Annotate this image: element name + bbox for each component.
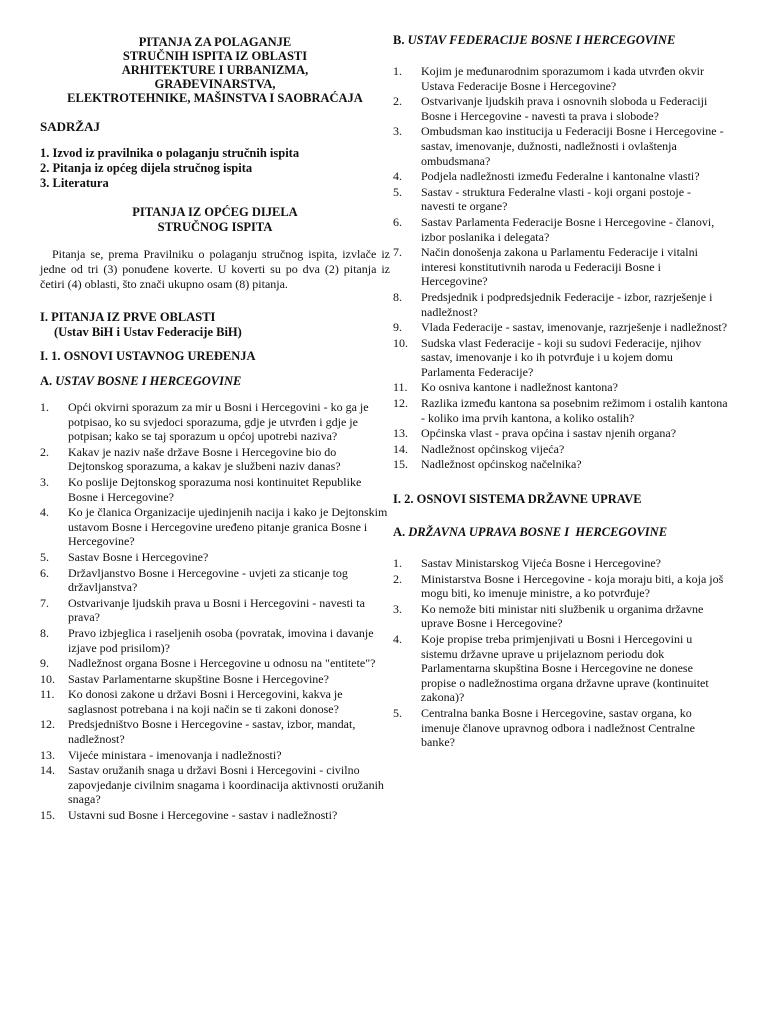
question-text: Sastav Ministarskog Vijeća Bosne i Hercegovine? (421, 556, 661, 571)
list-item (40, 475, 390, 504)
sadrzaj-heading: SADRŽAJ (40, 119, 100, 134)
question-number: 14. (40, 763, 55, 778)
title-line: STRUČNIH ISPITA IZ OBLASTI (122, 49, 308, 63)
title-line: PITANJA ZA POLAGANJE (138, 35, 292, 49)
question-text: Vijeće ministara - imenovanja i nadležnosti? (68, 747, 282, 762)
list-item (393, 290, 728, 319)
list-item (40, 748, 390, 763)
document-title (40, 30, 390, 105)
question-text: Nadležnost organa Bosne i Hercegovine u odnosu na "entitete"? (68, 656, 376, 671)
subsection-a2-title (393, 525, 728, 540)
list-item (393, 556, 728, 571)
list-item (40, 505, 390, 549)
question-number: 14. (393, 441, 408, 456)
subsection-b-label: USTAV FEDERACIJE BOSNE I HERCEGOVINE (407, 33, 676, 47)
list-item (40, 596, 390, 625)
subtitle-line: PITANJA IZ OPĆEG DIJELA (132, 205, 298, 219)
question-text: Kojim je međunarodnim sporazumom i kada utvrđen okvir Ustava Federacije Bosne i Hercegovine? (421, 64, 704, 93)
question-text: Ko osniva kantone i nadležnost kantona? (421, 380, 618, 395)
list-item (393, 426, 728, 441)
question-number: 10. (393, 335, 408, 350)
list-item (393, 457, 728, 472)
question-number: 15. (40, 808, 55, 823)
list-item (393, 169, 728, 184)
list-item (393, 185, 728, 214)
subsection-a-prefix: A. (40, 374, 53, 388)
question-number: 2. (393, 94, 402, 109)
subsection-b-title (393, 33, 728, 48)
question-text: Nadležnost općinskog načelnika? (421, 457, 582, 472)
question-text: Sudska vlast Federacije - koji su sudovi Federacije, njihov sastav, imenovanje i ko ih potvrđuje i u kojem domu Parlamenta Federacije? (421, 335, 702, 379)
list-item (40, 687, 390, 716)
question-number: 2. (40, 444, 49, 459)
question-number: 9. (393, 320, 402, 335)
list-item (40, 566, 390, 595)
list-item (393, 632, 728, 705)
question-text: Sastav Bosne i Hercegovine? (68, 549, 209, 564)
question-text: Podjela nadležnosti između Federalne i kantonalne vlasti? (421, 169, 700, 184)
question-number: 9. (40, 656, 49, 671)
list-item (393, 320, 728, 335)
list-item (393, 706, 728, 750)
right-column (393, 30, 728, 751)
list-item (393, 572, 728, 601)
list-item (40, 550, 390, 565)
question-text: Ko poslije Dejtonskog sporazuma nosi kontinuitet Republike Bosne i Hercegovine? (68, 474, 362, 504)
question-number: 1. (393, 556, 402, 571)
section-1-title (40, 310, 390, 340)
question-number: 1. (40, 400, 49, 414)
subsection-a-title (40, 374, 390, 389)
list-item (393, 442, 728, 457)
question-text: Sastav - struktura Federalne vlasti - koji organi postoje - navesti te organe? (421, 184, 692, 214)
question-text: Centralna banka Bosne i Hercegovine, sastav organa, ko imenuje članove upravnog odbora i nadležnost Centralne banke? (421, 705, 695, 750)
question-text: Predsjednik i podpredsjednik Federacije - izbor, razrješenje i nadležnost? (421, 289, 713, 319)
list-item (40, 808, 390, 823)
section-1-line: I. PITANJA IZ PRVE OBLASTI (40, 310, 216, 324)
question-text: Način donošenja zakona u Parlamentu Federacije i vitalni interesi konstitutivnih naroda u Federaciji Bosne i Hercegovine? (421, 245, 698, 289)
list-item (40, 763, 390, 807)
list-item (393, 245, 728, 289)
question-number: 4. (40, 505, 49, 520)
list-item (393, 124, 728, 168)
list-item (40, 626, 390, 655)
question-number: 2. (393, 571, 402, 586)
question-text: Ko je članica Organizacije ujedinjenih nacija i kako je Dejtonskim ustavom Bosne i Hercegovine uređeno pitanje granica Bosne i Hercegovine? (68, 505, 388, 549)
question-text: Općinska vlast - prava općina i sastav njenih organa? (421, 426, 677, 441)
question-number: 11. (40, 687, 55, 702)
subtitle-line: STRUČNOG ISPITA (157, 220, 273, 234)
question-number: 3. (40, 474, 49, 489)
question-number: 12. (393, 396, 408, 411)
question-number: 12. (40, 717, 55, 732)
table-of-contents (40, 146, 390, 191)
toc-item: 2. Pitanja iz općeg dijela stručnog ispita (40, 161, 253, 175)
section-1-1-title: I. 1. OSNOVI USTAVNOG UREĐENJA (40, 349, 256, 363)
list-item (393, 396, 728, 425)
question-number: 15. (393, 457, 408, 472)
question-number: 3. (393, 124, 402, 139)
question-text: Ustavni sud Bosne i Hercegovine - sastav i nadležnosti? (68, 808, 338, 823)
list-item (393, 64, 728, 93)
question-number: 5. (393, 705, 402, 720)
question-number: 5. (393, 184, 402, 199)
title-line: ARHITEKTURE I URBANIZMA, (121, 63, 309, 77)
question-text: Sastav Parlamenta Federacije Bosne i Hercegovine - članovi, izbor poslanika i delegata? (421, 214, 715, 244)
list-item (40, 717, 390, 746)
questions-list-a (40, 400, 390, 823)
section-1-line: (Ustav BiH i Ustav Federacije BiH) (54, 325, 242, 339)
question-text: Sastav oružanih snaga u državi Bosni i Hercegovini - civilno zapovjedanje civilnim snagama i koordinacija aktivnosti oružanih snaga? (68, 763, 384, 807)
question-number: 6. (40, 565, 49, 580)
question-number: 6. (393, 214, 402, 229)
subsection-a2-prefix: A. (393, 525, 406, 540)
question-text: Državljanstvo Bosne i Hercegovine - uvjeti za sticanje tog državljanstva? (68, 565, 348, 595)
list-item (393, 94, 728, 123)
question-number: 4. (393, 169, 402, 184)
question-text: Ostvarivanje ljudskih prava i osnovnih sloboda u Federaciji Bosne i Hercegovine - navesti ta prava i slobode? (421, 94, 708, 123)
title-line: GRAĐEVINARSTVA, (154, 77, 276, 91)
question-text: Razlika između kantona sa posebnim režimom i ostalih kantona - koliko ima prvih kantona, a koliko ostalih? (421, 396, 728, 425)
question-number: 4. (393, 632, 402, 646)
list-item (393, 602, 728, 631)
list-item (393, 215, 728, 244)
title-line: ELEKTROTEHNIKE, MAŠINSTVA I SAOBRAĆAJA (67, 91, 363, 105)
list-item (393, 336, 728, 380)
question-text: Ombudsman kao institucija u Federaciji Bosne i Hercegovine - sastav, imenovanje, dužnosti, nadležnosti i ovlaštenja ombudsmana? (421, 124, 724, 168)
list-item (40, 656, 390, 671)
question-text: Ostvarivanje ljudskih prava u Bosni i Hercegovini - navesti ta prava? (68, 595, 365, 625)
questions-list-b (393, 64, 728, 472)
question-number: 8. (393, 289, 402, 304)
question-number: 3. (393, 601, 402, 616)
question-number: 10. (40, 671, 55, 686)
question-text: Kakav je naziv naše države Bosne i Hercegovine bio do Dejtonskog sporazuma, a kakav je službeni naziv danas? (68, 444, 341, 474)
question-number: 1. (393, 64, 402, 78)
question-text: Opći okvirni sporazum za mir u Bosni i Hercegovini - ko ga je potpisao, ko su svjedoci sporazuma, gdje je utvrđen i gdje je potpisan; kako se taj sporazum u općoj upotrebi naziva? (68, 400, 369, 444)
list-item (393, 380, 728, 395)
intro-paragraph: Pitanja se, prema Pravilniku o polaganju stručnog ispita, izvlače iz jedne od tri (3) ponuđene koverte. U koverti su po dva (2) pitanja iz četiri (4) oblasti, što znači ukupno osam (8) pitanja. (40, 247, 390, 291)
question-text: Vlada Federacije - sastav, imenovanje, razrješenje i nadležnost? (421, 320, 728, 335)
question-text: Nadležnost općinskog vijeća? (421, 441, 565, 456)
question-text: Pravo izbjeglica i raseljenih osoba (povratak, imovina i davanje izjave pod prisilom)? (68, 625, 374, 655)
question-number: 13. (40, 747, 55, 762)
question-text: Sastav Parlamentarne skupštine Bosne i Hercegovine? (68, 671, 329, 686)
toc-item: 3. Literatura (40, 176, 109, 190)
list-item (40, 400, 390, 444)
question-number: 7. (40, 595, 49, 610)
question-text: Ministarstva Bosne i Hercegovine - koja moraju biti, a koja još mogu biti, ko imenuje ministre, a ko potvrđuje? (421, 571, 724, 601)
list-item (40, 445, 390, 474)
subsection-a2-label: DRŽAVNA UPRAVA BOSNE I HERCEGOVINE (408, 525, 668, 540)
general-part-title (40, 205, 390, 235)
section-1-2-title: I. 2. OSNOVI SISTEMA DRŽAVNE UPRAVE (393, 492, 642, 507)
question-text: Koje propise treba primjenjivati u Bosni i Hercegovini u sistemu državne uprave u prijelaznom periodu dok Parlamentarna skupština Bosne i Hercegovine ne donese propise o nadležnostima organa državne uprave (kontinuitet zakona)? (421, 632, 709, 705)
question-number: 13. (393, 426, 408, 441)
question-number: 8. (40, 625, 49, 640)
question-number: 5. (40, 549, 49, 564)
toc-item: 1. Izvod iz pravilnika o polaganju stručnih ispita (40, 146, 300, 160)
question-number: 7. (393, 245, 402, 260)
questions-list-a2 (393, 556, 728, 750)
left-column (40, 30, 390, 824)
question-text: Ko donosi zakone u državi Bosni i Hercegovini, kakva je saglasnost potrebana i na koji način se ti zakoni donose? (68, 687, 343, 716)
question-text: Predsjedništvo Bosne i Hercegovine - sastav, izbor, mandat, nadležnost? (68, 717, 356, 747)
subsection-b-prefix: B. (393, 33, 405, 47)
question-number: 11. (393, 380, 408, 395)
question-text: Ko nemože biti ministar niti službenik u organima državne uprave Bosne i Hercegovine? (421, 601, 704, 631)
subsection-a-label: USTAV BOSNE I HERCEGOVINE (55, 374, 242, 388)
list-item (40, 672, 390, 687)
